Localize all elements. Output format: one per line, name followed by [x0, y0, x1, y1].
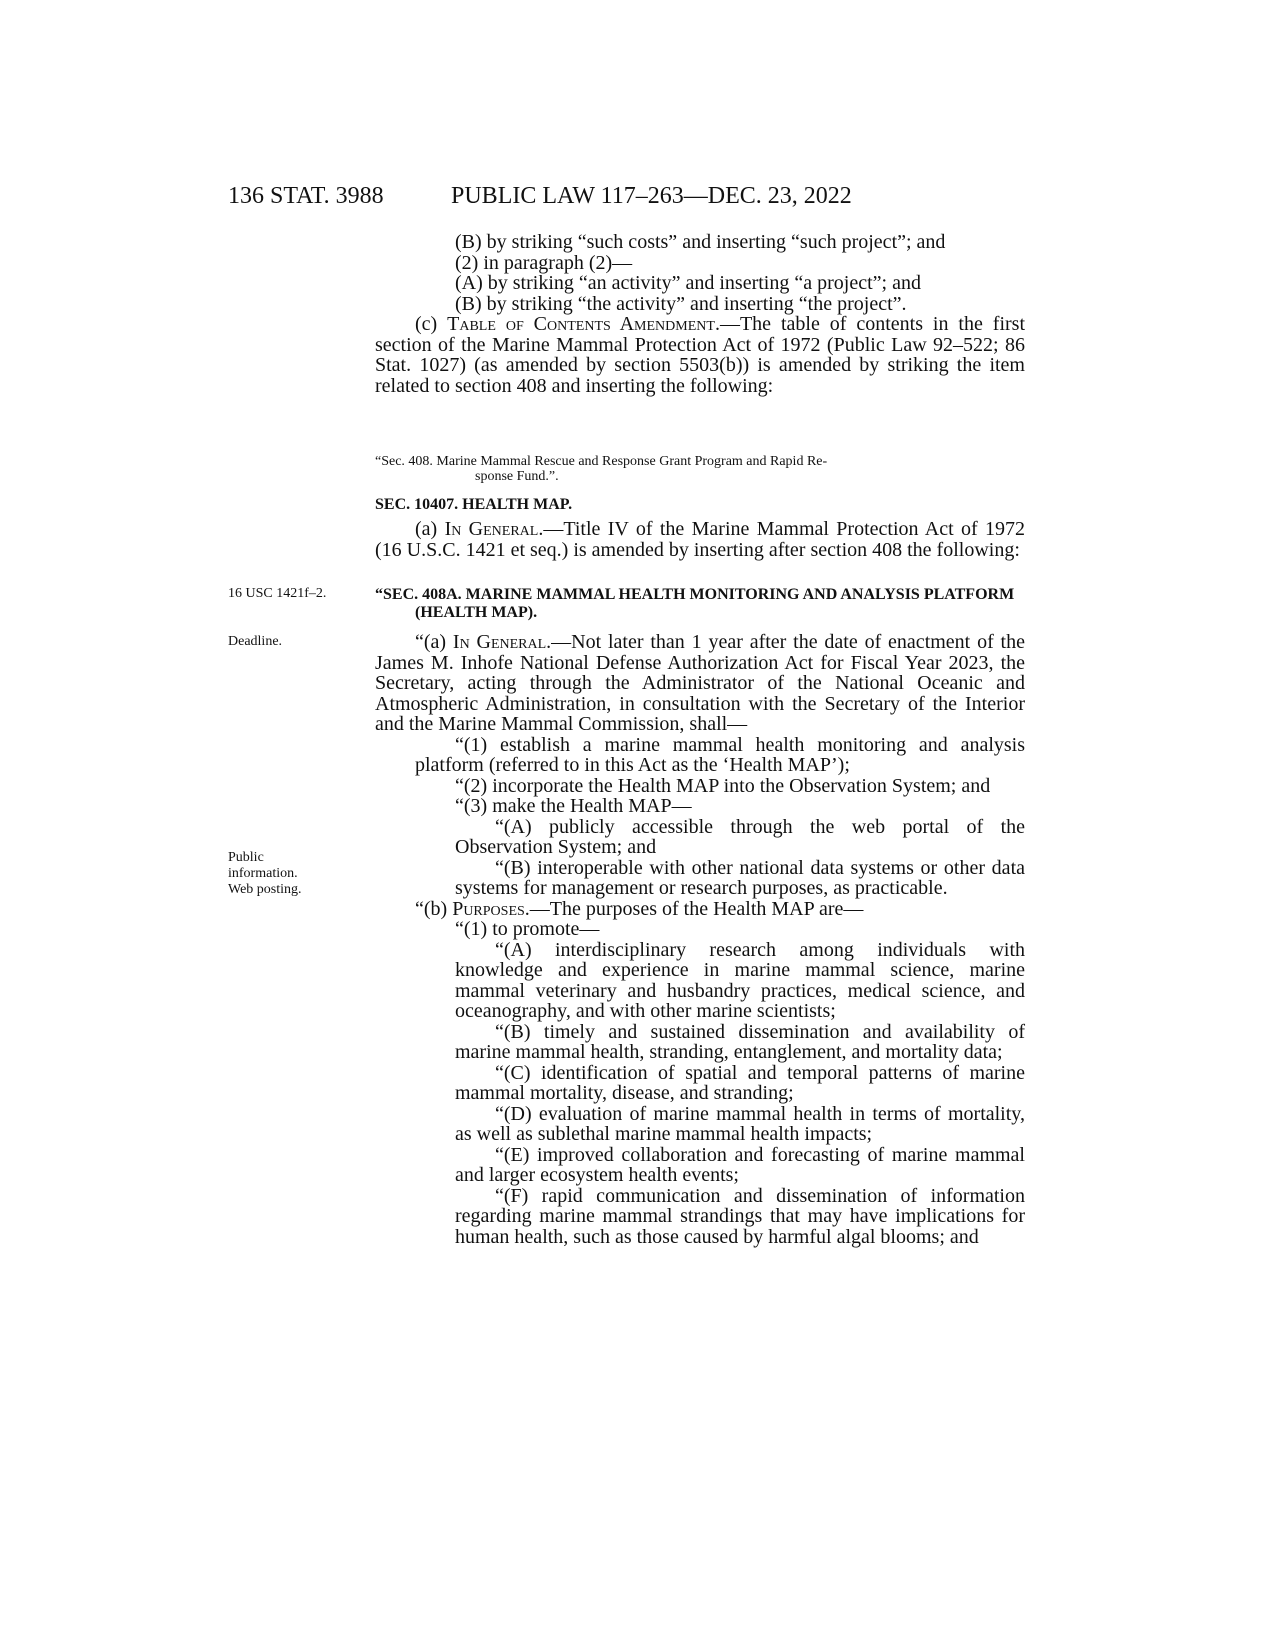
margin-note-deadline: Deadline. [228, 634, 283, 649]
item-3: “(3) make the Health MAP— [455, 795, 692, 817]
purpose-1: “(1) to promote— [455, 918, 600, 940]
margin-note-line: information. [228, 866, 298, 881]
toc-line: sponse Fund.”. [475, 469, 559, 484]
paragraph-b2: (B) by striking “the activity” and inserting “the project”. [455, 292, 907, 315]
subsection-text: .—Title IV of the Marine Mammal Protection Act of 1972 (16 U.S.C. 1421 et seq.) is amended by inserting after section 408 the following: [375, 518, 1025, 561]
subsection-label: (c) [415, 313, 448, 335]
quoted-subsection-a [375, 632, 1025, 735]
subsection-heading: Table of Contents Amendment [447, 313, 715, 335]
purpose-1f: “(F) rapid communication and dissemination of information regarding marine mammal strandings that may have implications for human health, such as those caused by harmful algal blooms; and [455, 1184, 1025, 1248]
section-a-block [375, 519, 1025, 560]
stat-page-number: 136 STAT. 3988 [228, 183, 384, 209]
toc-line: “Sec. 408. Marine Mammal Rescue and Response Grant Program and Rapid Re- [375, 454, 828, 469]
section-408a-text: “SEC. 408A. MARINE MAMMAL HEALTH MONITORING AND ANALYSIS PLATFORM (HEALTH MAP). [375, 586, 1015, 621]
item-2: “(2) incorporate the Health MAP into the Observation System; and [455, 774, 991, 797]
subsection-text: .—Not later than 1 year after the date of enactment of the James M. Inhofe National Defense Authorization Act for Fiscal Year 2023, the Secretary, acting through the Administrator of the National Oceanic and Atmospheric Administration, in consultation with the Secretary of the Interior and the Marine Mammal Commission, shall— [375, 631, 1025, 735]
purpose-1b: “(B) timely and sustained dissemination and availability of marine mammal health, stranding, entanglement, and mortality data; [455, 1020, 1025, 1063]
margin-note-line: Public [228, 850, 264, 865]
section-heading: SEC. 10407. HEALTH MAP. [375, 496, 573, 513]
paragraph-2: (2) in paragraph (2)— [455, 251, 633, 274]
purpose-1c: “(C) identification of spatial and temporal patterns of marine mammal mortality, disease, and stranding; [455, 1061, 1025, 1104]
purpose-1a: “(A) interdisciplinary research among individuals with knowledge and experience in marine mammal science, marine mammal veterinary and husbandry practices, medical science, and oceanography, and with other marine scientists; [455, 938, 1025, 1022]
margin-note-line: Web posting. [228, 882, 302, 897]
purpose-1d: “(D) evaluation of marine mammal health in terms of mortality, as well as sublethal marine mammal health impacts; [455, 1102, 1025, 1145]
subsection-label: “(b) [415, 897, 453, 920]
section-408a-heading [375, 586, 1025, 622]
paragraph-b1: (B) by striking “such costs” and inserting “such project”; and [455, 231, 946, 253]
quoted-subsection-b [375, 899, 1025, 920]
item-3a: “(A) publicly accessible through the web portal of the Observation System; and [455, 815, 1025, 858]
subsection-text: .—The purposes of the Health MAP are— [524, 897, 864, 920]
subsection-label: “(a) [415, 631, 453, 653]
subsection-heading: In General [444, 518, 539, 540]
subsection-text: .—The table of contents in the first section of the Marine Mammal Protection Act of 1972 (Public Law 92–522; 86 Stat. 1027) (as amended by section 5503(b)) is amended by striking the item related to section 408 and inserting the following: [375, 313, 1026, 397]
subsection-heading: Purposes [452, 897, 525, 920]
subsection-heading: In General [452, 631, 547, 653]
item-3b: “(B) interoperable with other national data systems or other data systems for management or research purposes, as practicable. [455, 856, 1025, 899]
subsection-label: (a) [415, 518, 445, 540]
section-408a-body [375, 632, 1025, 1247]
margin-note-usc: 16 USC 1421f–2. [228, 586, 327, 601]
purpose-1e: “(E) improved collaboration and forecasting of marine mammal and larger ecosystem health events; [455, 1143, 1025, 1186]
margin-note-public-info [228, 850, 302, 898]
amendment-block [375, 232, 1025, 396]
paragraph-a2: (A) by striking “an activity” and inserting “a project”; and [455, 272, 921, 294]
item-1: “(1) establish a marine mammal health monitoring and analysis platform (referred to in this Act as the ‘Health MAP’); [415, 733, 1025, 776]
page-header-title: PUBLIC LAW 117–263—DEC. 23, 2022 [451, 183, 852, 209]
toc-entry [375, 454, 1025, 484]
subsection-a [375, 519, 1025, 560]
subsection-c [375, 314, 1025, 396]
